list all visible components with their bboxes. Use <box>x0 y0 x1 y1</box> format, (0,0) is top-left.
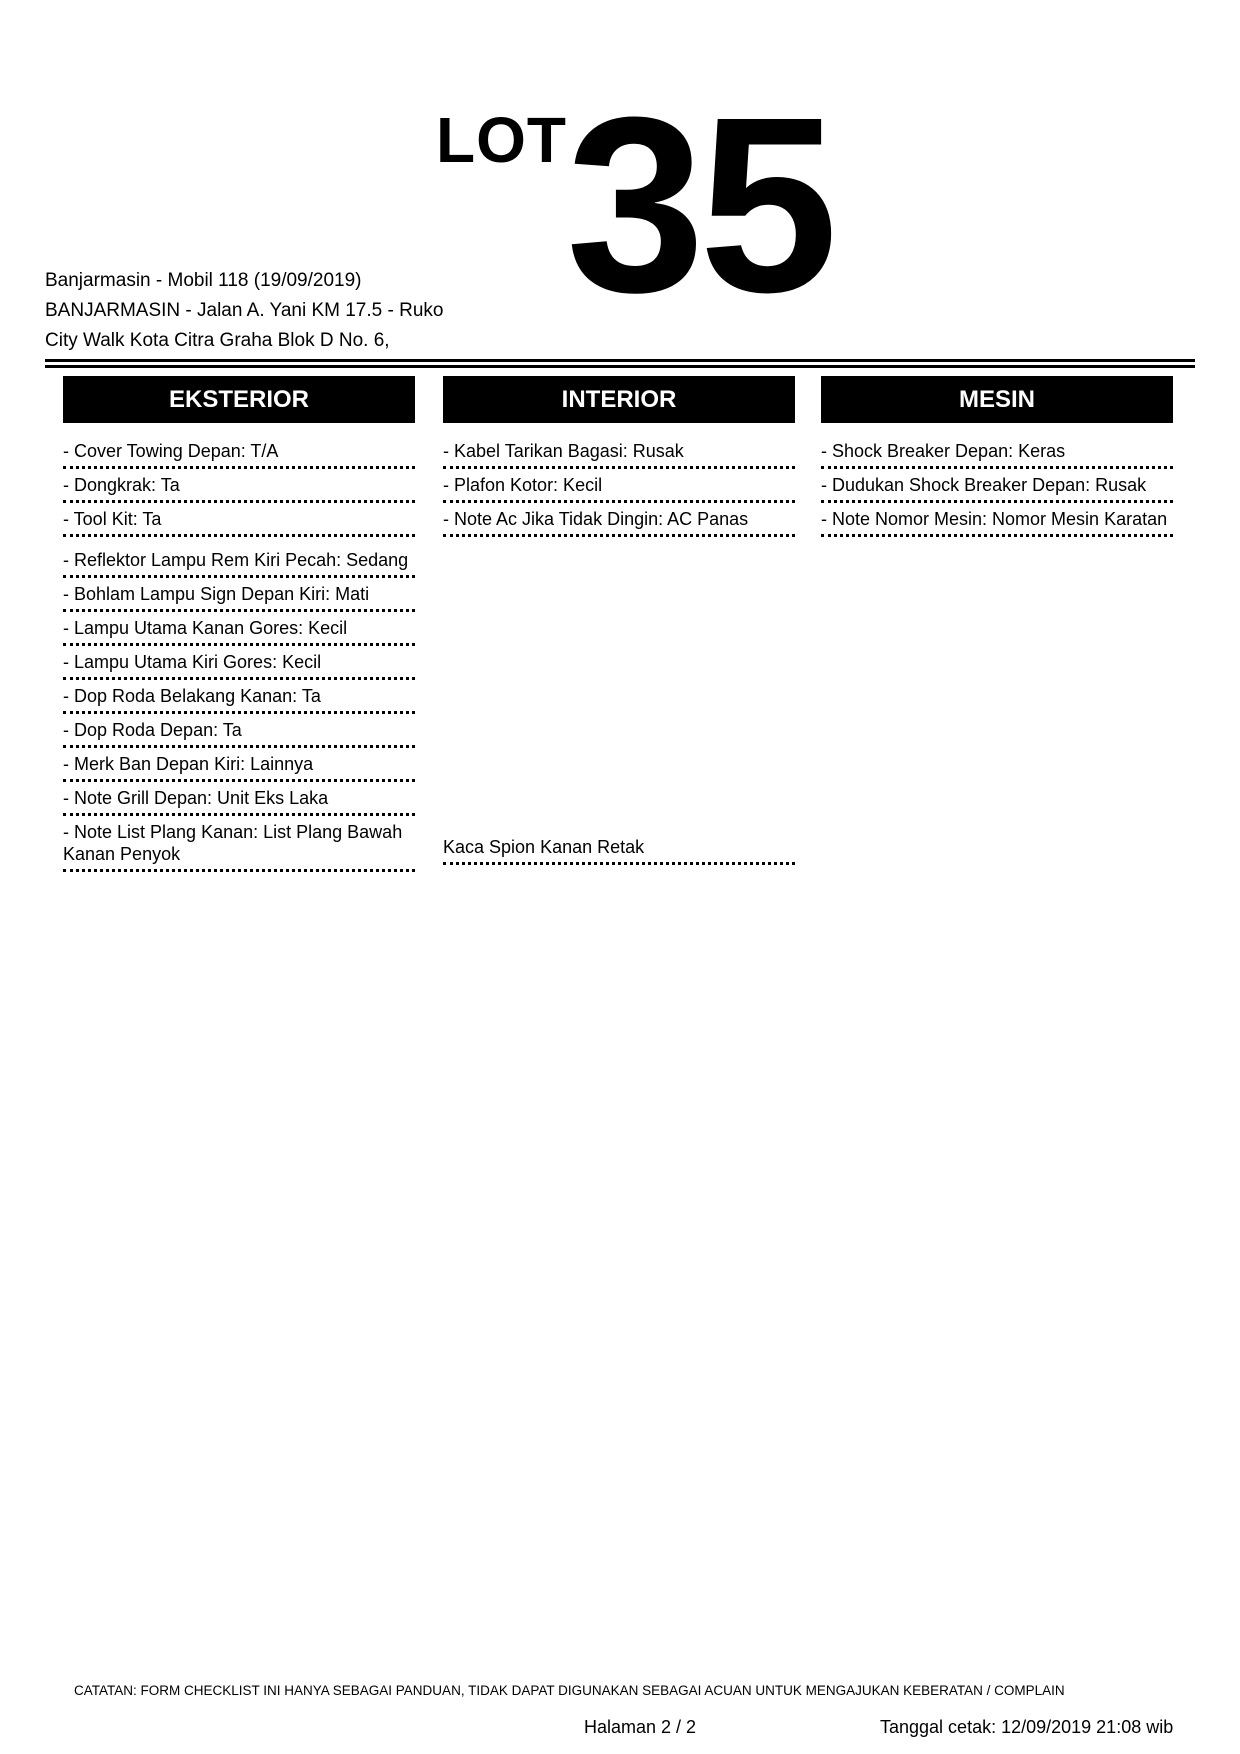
list-item: - Lampu Utama Kiri Gores: Kecil <box>63 646 415 680</box>
list-item: Kaca Spion Kanan Retak <box>443 831 795 865</box>
lot-number: 35 <box>566 65 833 344</box>
interior-column <box>443 376 795 865</box>
list-item: - Shock Breaker Depan: Keras <box>821 435 1173 469</box>
list-item: - Plafon Kotor: Kecil <box>443 469 795 503</box>
list-item: - Dudukan Shock Breaker Depan: Rusak <box>821 469 1173 503</box>
mesin-header: MESIN <box>821 376 1173 423</box>
lot-label: LOT <box>436 104 567 176</box>
header-divider <box>45 359 1195 368</box>
print-date: Tanggal cetak: 12/09/2019 21:08 wib <box>880 1717 1174 1737</box>
list-item: - Tool Kit: Ta <box>63 503 415 537</box>
auction-address-line2: City Walk Kota Citra Graha Blok D No. 6, <box>45 330 390 351</box>
mesin-column <box>821 376 1173 537</box>
list-item: - Lampu Utama Kanan Gores: Kecil <box>63 612 415 646</box>
list-item: - Dongkrak: Ta <box>63 469 415 503</box>
list-item: - Cover Towing Depan: T/A <box>63 435 415 469</box>
list-item: - Bohlam Lampu Sign Depan Kiri: Mati <box>63 578 415 612</box>
list-item: - Note Ac Jika Tidak Dingin: AC Panas <box>443 503 795 537</box>
list-item: - Merk Ban Depan Kiri: Lainnya <box>63 748 415 782</box>
eksterior-list <box>63 435 415 872</box>
interior-header: INTERIOR <box>443 376 795 423</box>
list-item: - Note Nomor Mesin: Nomor Mesin Karatan <box>821 503 1173 537</box>
list-item: - Kabel Tarikan Bagasi: Rusak <box>443 435 795 469</box>
mesin-list <box>821 435 1173 537</box>
page-number: Halaman 2 / 2 <box>584 1717 697 1737</box>
auction-event: Banjarmasin - Mobil 118 (19/09/2019) <box>45 270 362 291</box>
list-item: - Note List Plang Kanan: List Plang Bawah Kanan Penyok <box>63 816 415 872</box>
list-item: - Dop Roda Belakang Kanan: Ta <box>63 680 415 714</box>
list-item: - Reflektor Lampu Rem Kiri Pecah: Sedang <box>63 537 415 578</box>
list-item: - Note Grill Depan: Unit Eks Laka <box>63 782 415 816</box>
eksterior-header: EKSTERIOR <box>63 376 415 423</box>
list-item: - Dop Roda Depan: Ta <box>63 714 415 748</box>
auction-address-line1: BANJARMASIN - Jalan A. Yani KM 17.5 - Ruko <box>45 300 444 321</box>
eksterior-column <box>63 376 415 872</box>
interior-list <box>443 435 795 865</box>
auction-info <box>45 266 505 356</box>
disclaimer-note: CATATAN: FORM CHECKLIST INI HANYA SEBAGAI PANDUAN, TIDAK DAPAT DIGUNAKAN SEBAGAI ACUAN UNTUK MENGAJUKAN KEBERATAN / COMPLAIN <box>74 1683 1065 1698</box>
interior-spacer <box>443 537 795 831</box>
